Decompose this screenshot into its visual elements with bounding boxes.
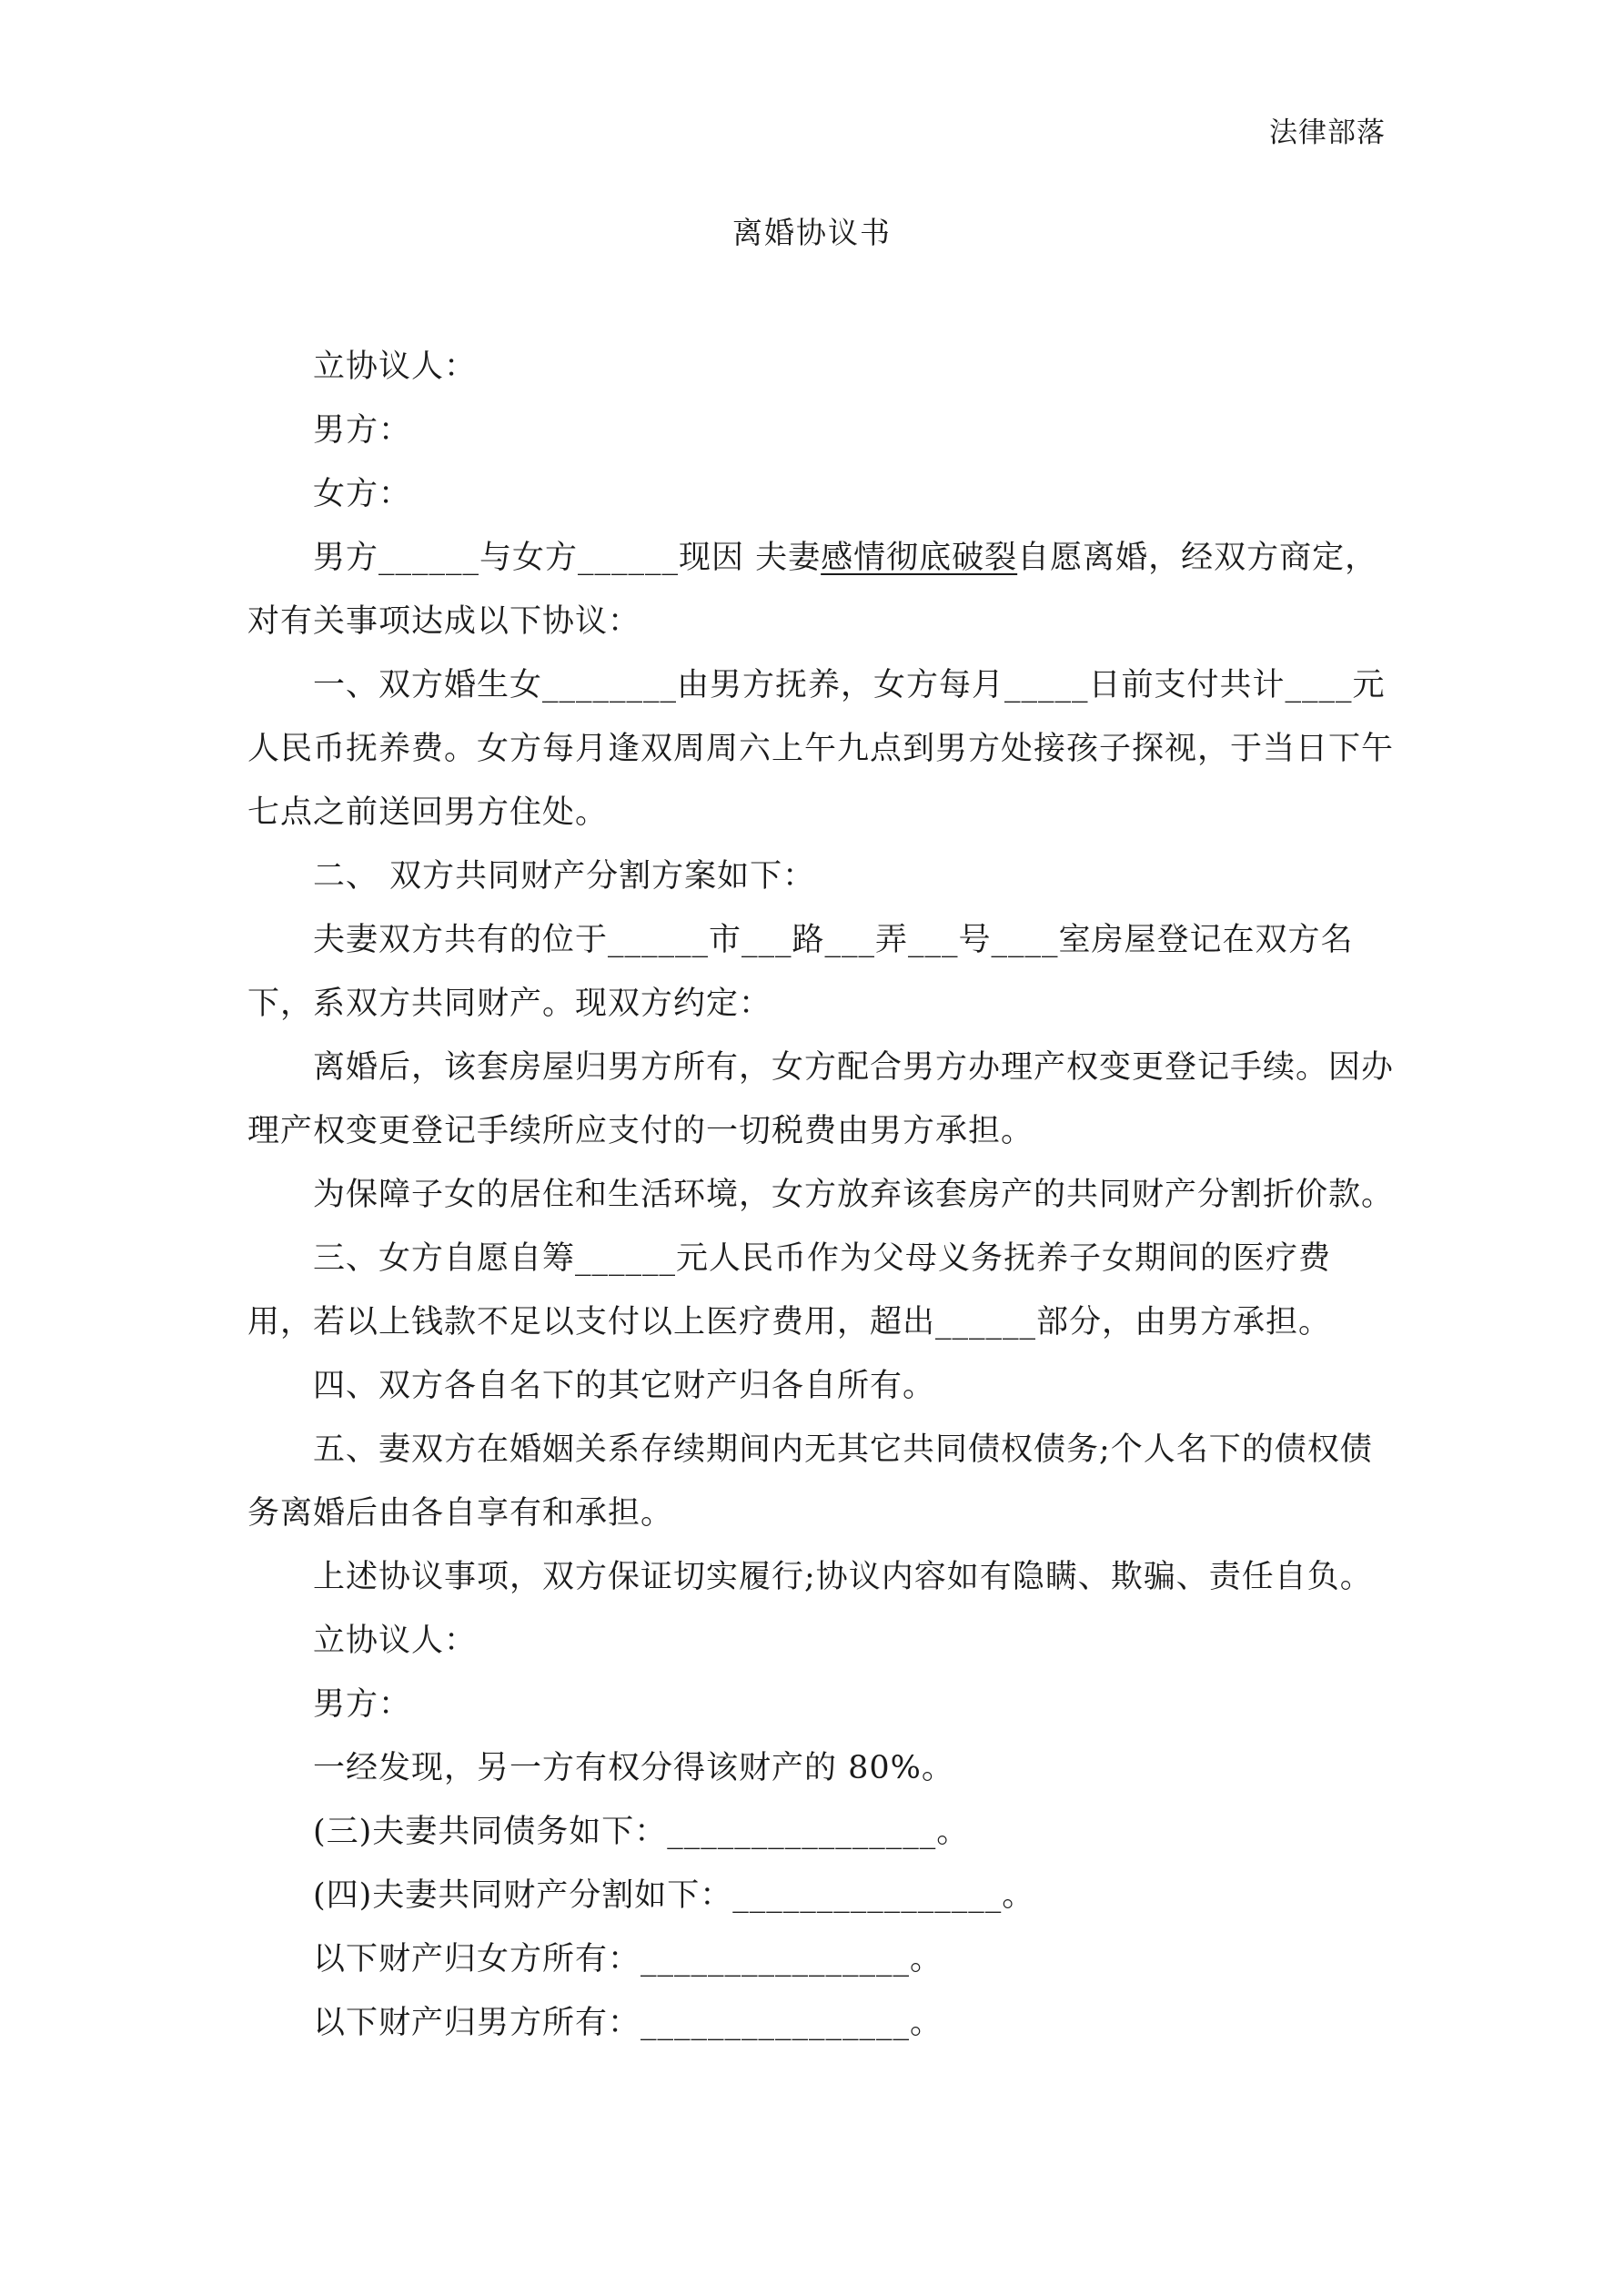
paragraph-male-party: 男方： — [313, 412, 412, 449]
paragraph-parties-heading: 立协议人： — [313, 349, 478, 385]
paragraph-joint-property-division: (四)夫妻共同财产分割如下：________________。 — [313, 1877, 1035, 1914]
paragraph-female-party: 女方： — [313, 476, 412, 512]
paragraph-male-property: 以下财产归男方所有：________________。 — [313, 2005, 943, 2041]
paragraph-clause-4: 四、双方各自名下的其它财产归各自所有。 — [313, 1368, 936, 1404]
paragraph-clause-2: 二、 双方共同财产分割方案如下： — [313, 858, 816, 895]
paragraph-signatory-male: 男方： — [313, 1686, 412, 1723]
paragraph-property-waiver: 为保障子女的居住和生活环境，女方放弃该套房产的共同财产分割折价款。 — [313, 1177, 1395, 1213]
paragraph-intro — [247, 526, 1394, 653]
intro-text-part2: 自愿离婚，经双方商定，对有关事项达成以下协议： — [247, 540, 1378, 640]
paragraph-property-ownership: 离婚后，该套房屋归男方所有，女方配合男方办理产权变更登记手续。因办理产权变更登记手续所应支付的一切税费由男方承担。 — [247, 1049, 1395, 1149]
paragraph-female-property: 以下财产归女方所有：________________。 — [313, 1941, 943, 1977]
paragraph-joint-debts: (三)夫妻共同债务如下：________________。 — [313, 1814, 970, 1850]
paragraph-clause-5: 五、妻双方在婚姻关系存续期间内无其它共同债权债务;个人名下的债权债务离婚后由各自享有和承担。 — [247, 1431, 1373, 1532]
document-body — [247, 335, 1394, 2055]
paragraph-clause-3: 三、女方自愿自筹______元人民币作为父母义务抚养子女期间的医疗费用，若以上钱款不足以支付以上医疗费用，超出______部分，由男方承担。 — [247, 1240, 1332, 1340]
header-brand: 法律部落 — [1269, 116, 1386, 149]
paragraph-guarantee: 上述协议事项，双方保证切实履行;协议内容如有隐瞒、欺骗、责任自负。 — [313, 1559, 1373, 1595]
paragraph-property-location: 夫妻双方共有的位于______市___路___弄___号____室房屋登记在双方名下，系双方共同财产。现双方约定： — [247, 922, 1354, 1022]
intro-underlined-phrase: 感情彻底破裂 — [821, 540, 1018, 576]
paragraph-signatory-heading: 立协议人： — [313, 1623, 478, 1659]
intro-text-part1: 男方______与女方______现因 夫妻 — [313, 540, 822, 576]
paragraph-discovery-penalty: 一经发现，另一方有权分得该财产的 80%。 — [313, 1750, 954, 1786]
paragraph-clause-1: 一、双方婚生女________由男方抚养，女方每月_____日前支付共计____元人民币抚养费。女方每月逢双周周六上午九点到男方处接孩子探视，于当日下午七点之前送回男方住处。 — [247, 667, 1395, 831]
document-title: 离婚协议书 — [732, 215, 892, 250]
